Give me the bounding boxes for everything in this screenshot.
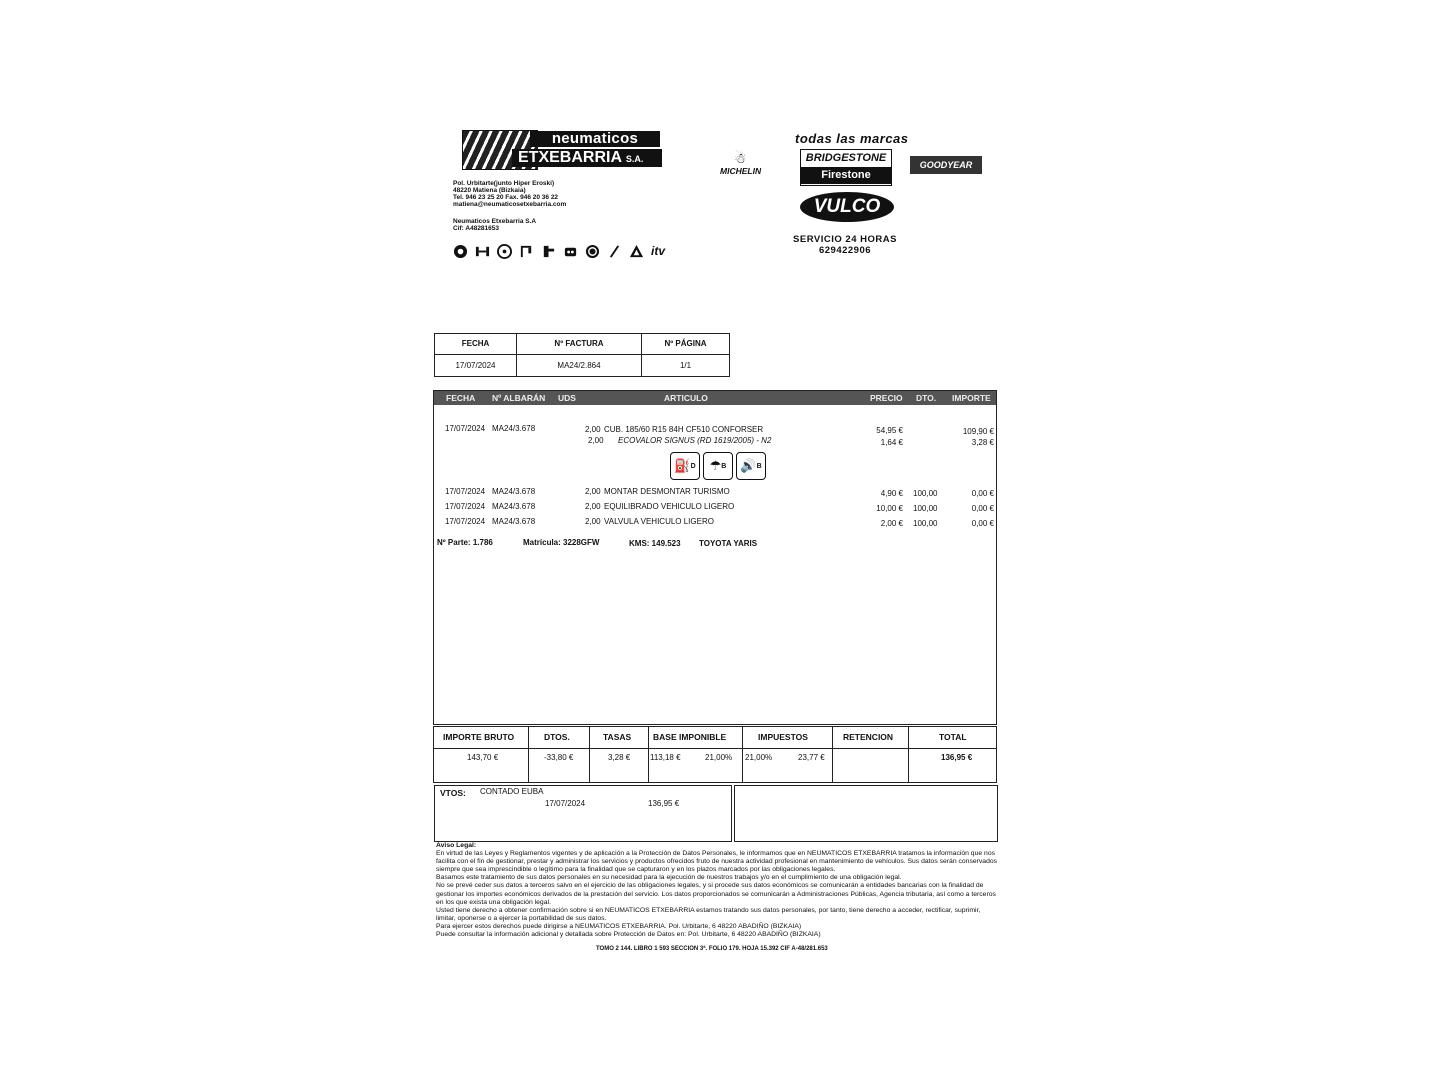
col-articulo: ARTICULO: [664, 393, 708, 403]
company-address: [453, 180, 566, 208]
logo-line1: neumaticos: [530, 131, 660, 147]
vtos-label: VTOS:: [440, 788, 466, 798]
item-dto: 100,00: [913, 489, 938, 498]
item-importe: 109,90 €: [962, 427, 994, 436]
factura-header: Nº FACTURA: [517, 334, 642, 355]
item-importe: 0,00 €: [971, 519, 994, 528]
fuel-class: D: [690, 462, 696, 470]
exhaust-icon: [540, 243, 556, 259]
goodyear-logo: GOODYEAR: [910, 156, 982, 174]
bridgestone-firestone-logo: [800, 149, 892, 186]
vehicle-parte: Nº Parte: 1.786: [437, 538, 493, 547]
legal-notice: [436, 842, 998, 939]
service-24h: [790, 234, 900, 256]
service-icons: [452, 243, 666, 259]
item-articulo: ECOVALOR SIGNUS (RD 1619/2005) - N2: [618, 436, 772, 445]
item-uds: 2,00: [588, 436, 604, 445]
item-uds: 2,00: [585, 425, 601, 434]
company-legal: [453, 218, 536, 232]
col-uds: UDS: [558, 393, 576, 403]
itv-icon: itv: [650, 244, 665, 258]
item-dto: 100,00: [913, 504, 938, 513]
dtos-label: DTOS.: [544, 732, 570, 742]
wiper-icon: [606, 243, 622, 259]
total-value: 136,95 €: [941, 753, 973, 762]
tasas-value: 3,28 €: [608, 753, 631, 762]
col-albaran: Nº ALBARÁN: [492, 393, 546, 403]
item-uds: 2,00: [585, 517, 601, 526]
item-fecha: 17/07/2024: [445, 424, 486, 433]
item-uds: 2,00: [585, 487, 601, 496]
col-dto: DTO.: [916, 393, 937, 403]
address-line: Tel. 946 23 25 20 Fax. 946 20 36 22: [453, 194, 559, 201]
item-precio: 54,95 €: [876, 426, 903, 435]
wet-grip-icon: ☂ B: [703, 452, 733, 480]
logo-sa: S.A.: [625, 154, 644, 164]
bruto-label: IMPORTE BRUTO: [443, 732, 515, 742]
service-phone: 629422906: [818, 245, 872, 256]
item-articulo: VALVULA VEHICULO LIGERO: [604, 517, 714, 526]
logo-line2: [512, 149, 662, 167]
legal-paragraph: Usted tiene derecho a obtener confirmación sobre si en NEUMATICOS ETXEBARRIA estamos tratando sus datos personales, por tanto, tiene derecho a acceder, rectificar, suprimir, limitar, oponerse o a ejercer la portabilidad de sus datos.: [436, 906, 981, 922]
engine-icon: [562, 243, 578, 259]
vehicle-modelo: TOYOTA YARIS: [699, 539, 758, 548]
item-fecha: 17/07/2024: [445, 502, 486, 511]
vtos-forma: CONTADO EUBA: [480, 787, 544, 796]
item-fecha: 17/07/2024: [445, 517, 486, 526]
base-value: 113,18 €: [650, 753, 681, 762]
legal-title: Aviso Legal:: [436, 842, 477, 849]
vtos-fecha: 17/07/2024: [545, 799, 586, 808]
vencimientos-box: [434, 785, 732, 842]
fecha-header: FECHA: [435, 334, 517, 355]
item-articulo: CUB. 185/60 R15 84H CF510 CONFORSER: [604, 425, 764, 434]
item-fecha: 17/07/2024: [445, 487, 486, 496]
shock-absorber-icon: [518, 243, 534, 259]
item-precio: 1,64 €: [880, 438, 903, 447]
pagina-header: Nº PÁGINA: [642, 334, 729, 355]
company-legal-name: Neumaticos Etxebarria S.A: [453, 218, 537, 225]
michelin-text: MICHELIN: [720, 166, 762, 176]
address-line: 48220 Matiena (Bizkaia): [453, 187, 526, 194]
legal-paragraph: No se prevé ceder sus datos a terceros salvo en el ejercicio de las obligaciones legales, y si procede sus datos económicos se comunicarán a entidades bancarias con la finalidad de gestionar los importes económicos derivados de la prestación del servicio. Los datos proporcionados se comunicarán a Administraciones Públicas, Agencia tributaria, así como a terceros en los que exista una obligación legal.: [436, 882, 996, 906]
bridgestone-text: BRIDGESTONE: [805, 152, 887, 164]
impuestos-label: IMPUESTOS: [758, 732, 808, 742]
tasas-label: TASAS: [603, 732, 632, 742]
firestone-text: Firestone: [801, 167, 891, 184]
address-line: Pol. Urbitarte(junto Hiper Eroski): [453, 180, 555, 187]
item-dto: 100,00: [913, 519, 938, 528]
noise-icon: 🔊 B: [736, 452, 766, 480]
warning-triangle-icon: [628, 243, 644, 259]
tire-icon: [452, 243, 468, 259]
item-articulo: MONTAR DESMONTAR TURISMO: [604, 487, 730, 496]
item-precio: 2,00 €: [880, 519, 903, 528]
impuestos-value: 23,77 €: [798, 753, 825, 762]
invoice-date: 17/07/2024: [435, 355, 517, 376]
legal-paragraph: Basamos este tratamiento de sus datos personales en su necesidad para la ejecución de nuestros trabajos y/o en el cumplimiento de una obligación legal.: [436, 874, 902, 882]
brands-tagline: todas las marcas: [795, 131, 909, 146]
item-precio: 10,00 €: [876, 504, 903, 513]
total-label: TOTAL: [939, 732, 967, 742]
item-uds: 2,00: [585, 502, 601, 511]
item-importe: 0,00 €: [971, 489, 994, 498]
item-albaran: MA24/3.678: [492, 517, 536, 526]
service-label: SERVICIO 24 HORAS: [793, 234, 897, 245]
noise-class: B: [756, 462, 762, 470]
vehicle-matricula: Matrícula: 3228GFW: [523, 538, 600, 547]
invoice-header-table: [434, 333, 730, 377]
col-fecha: FECHA: [446, 393, 476, 403]
wet-grip-class: B: [721, 462, 727, 470]
axle-icon: [474, 243, 490, 259]
tire-eu-labels: [670, 452, 766, 480]
retencion-label: RETENCION: [843, 732, 894, 742]
invoice-page-number: 1/1: [679, 361, 692, 370]
item-precio: 4,90 €: [880, 489, 903, 498]
item-albaran: MA24/3.678: [492, 487, 536, 496]
michelin-man-icon: ☃: [734, 150, 747, 166]
item-albaran: MA24/3.678: [492, 424, 536, 433]
company-logo: [462, 130, 662, 168]
col-importe: IMPORTE: [952, 393, 991, 403]
item-importe: 3,28 €: [971, 438, 994, 447]
registry-info: TOMO 2 144. LIBRO 1 593 SECCION 3ª. FOLIO 179. HOJA 15.392 CIF A-48/281.653: [596, 946, 828, 952]
invoice-number: MA24/2.864: [517, 355, 642, 376]
michelin-logo: [720, 150, 776, 176]
impuestos-percent: 21,00%: [745, 753, 773, 762]
items-header-row: [434, 391, 996, 405]
bruto-value: 143,70 €: [467, 753, 499, 762]
wheel-icon: [584, 243, 600, 259]
totals-table: [433, 726, 997, 783]
vtos-importe: 136,95 €: [648, 799, 680, 808]
logo-name: ETXEBARRIA: [518, 149, 622, 166]
vehicle-kms: KMS: 149.523: [629, 539, 681, 548]
address-line: matiena@neumaticosetxebarria.com: [453, 201, 567, 208]
fuel-efficiency-icon: ⛽ D: [670, 452, 700, 480]
base-label: BASE IMPONIBLE: [653, 732, 727, 742]
item-articulo: EQUILIBRADO VEHICULO LIGERO: [604, 502, 735, 511]
items-table: [433, 390, 997, 725]
item-albaran: MA24/3.678: [492, 502, 536, 511]
dtos-value: -33,80 €: [544, 753, 574, 762]
notes-box: [734, 785, 998, 842]
base-percent: 21,00%: [705, 753, 733, 762]
legal-paragraph: En virtud de las Leyes y Reglamentos vigentes y de aplicación a la Protección de Datos Personales, le informamos que en NEUMATICOS ETXEBARRIA tratamos la información que nos facilita con el fin de gestionar, prestar y administrar los servicios y productos ofrecidos fruto de nuestra actividad profesional en mantenimiento de vehículos. Sus datos serán conservados siempre que sea imprescindible o legítimo para la finalidad que se capturaron y en los plazos marcados por las obligaciones legales.: [436, 850, 998, 874]
company-cif: Cif: A48281653: [453, 225, 500, 232]
item-importe: 0,00 €: [971, 504, 994, 513]
legal-paragraph: Para ejercer estos derechos puede dirigirse a NEUMATICOS ETXEBARRIA. Pol. Urbitarte, 6 48220 ABADIÑO (BIZKAIA): [436, 922, 802, 930]
brake-disc-icon: [496, 243, 512, 259]
col-precio: PRECIO: [870, 393, 903, 403]
vulco-logo: VULCO: [800, 192, 894, 222]
legal-paragraph: Puede consultar la información adicional y detallada sobre Protección de Datos en: Pol. Urbitarte, 6 48220 ABADIÑO (BIZKAIA): [436, 931, 821, 939]
